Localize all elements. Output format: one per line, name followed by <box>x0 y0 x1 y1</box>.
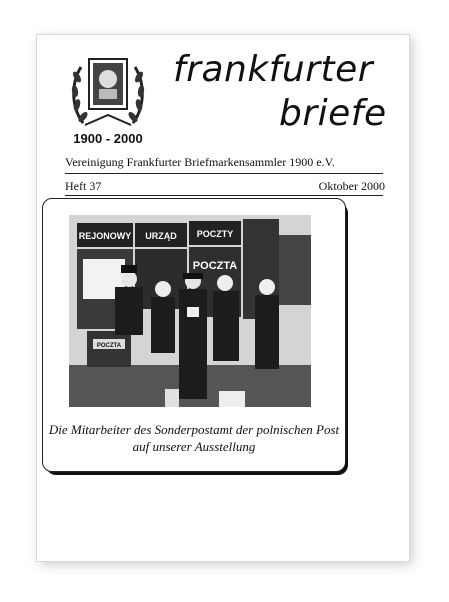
photo-frame <box>42 198 346 472</box>
issue-date: Oktober 2000 <box>318 179 385 193</box>
photo-sign-5: POCZTA <box>96 343 122 349</box>
caption-line-1: Die Mitarbeiter des Sonderpostamt der polnischen Post <box>48 422 340 437</box>
photo-sign-3: POCZTY <box>196 229 234 239</box>
photo-sign-1: REJONOWY <box>78 231 132 241</box>
divider <box>65 195 383 196</box>
photo-caption <box>43 421 345 455</box>
caption-line-2: auf unserer Ausstellung <box>132 439 256 454</box>
anniversary-years: 1900 - 2000 <box>73 131 143 146</box>
society-seal-logo <box>69 53 147 133</box>
photo-sign-4: POCZTA <box>192 260 238 272</box>
photo-sign-2: URZĄD <box>145 231 177 241</box>
cover-photo <box>69 215 311 407</box>
divider <box>65 173 383 174</box>
society-name: Vereinigung Frankfurter Briefmarkensammler 1900 e.V. <box>65 155 335 169</box>
issue-number: Heft 37 <box>65 179 102 193</box>
magazine-title-line1: frankfurter <box>173 49 374 90</box>
magazine-title-line2: briefe <box>279 93 387 134</box>
